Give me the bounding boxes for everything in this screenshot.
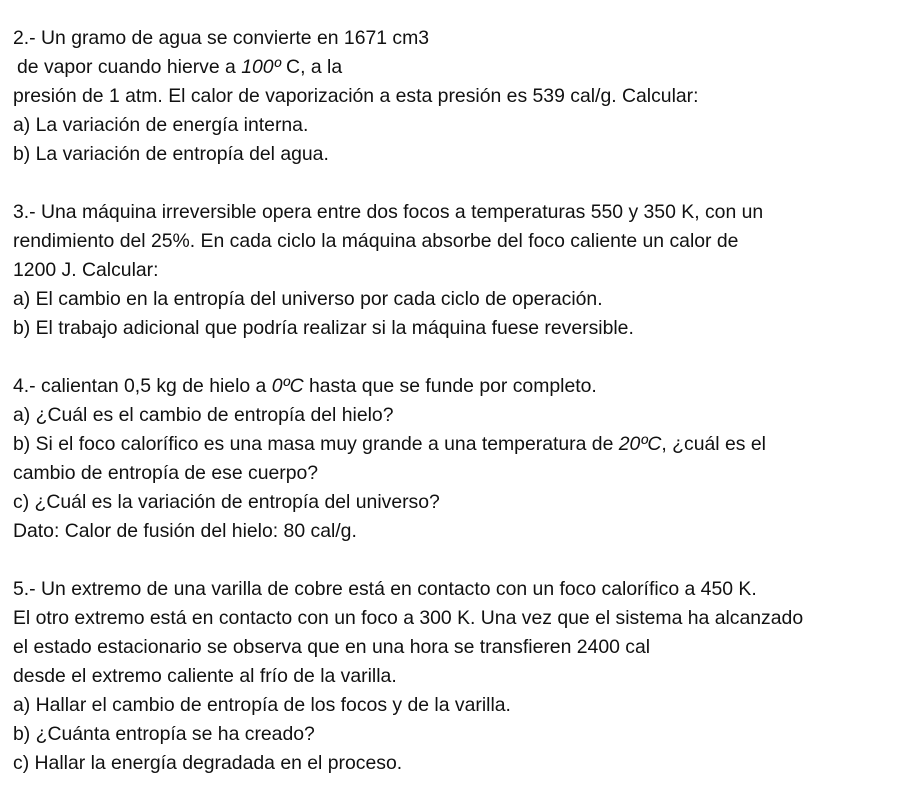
problem-5-statement-line: El otro extremo está en contacto con un foco a 300 K. Una vez que el sistema ha alcanzado: [13, 607, 804, 629]
problem-3-statement-line: rendimiento del 25%. En cada ciclo la máquina absorbe del foco caliente un calor de: [13, 230, 739, 252]
problem-4-question-b-cont: cambio de entropía de ese cuerpo?: [13, 462, 319, 484]
problem-4-question-a: a) ¿Cuál es el cambio de entropía del hielo?: [13, 404, 394, 426]
problem-2-statement-line: 2.- Un gramo de agua se convierte en 1671 cm3: [13, 27, 430, 49]
problem-5-question-b: b) ¿Cuánta entropía se ha creado?: [13, 723, 315, 745]
problem-3-question-b: b) El trabajo adicional que podría realizar si la máquina fuese reversible.: [13, 317, 634, 339]
text-run: b) Si el foco calorífico es una masa muy grande a una temperatura de: [13, 433, 619, 455]
problem-2-question-b: b) La variación de entropía del agua.: [13, 143, 329, 165]
problem-4-question-c: c) ¿Cuál es la variación de entropía del universo?: [13, 491, 440, 513]
problem-2-question-a: a) La variación de energía interna.: [13, 114, 309, 136]
temperature-value: 100º: [241, 56, 281, 78]
problem-3-question-a: a) El cambio en la entropía del universo por cada ciclo de operación.: [13, 288, 603, 310]
spacer: [13, 169, 913, 198]
spacer: [13, 546, 913, 575]
temperature-value: 20ºC: [618, 433, 662, 455]
problem-2-statement-line: [13, 53, 913, 82]
text-run: 4.- calientan 0,5 kg de hielo a: [13, 375, 272, 397]
problem-3-statement-line: 3.- Una máquina irreversible opera entre dos focos a temperaturas 550 y 350 K, con un: [13, 201, 764, 223]
text-run: C, a la: [280, 56, 343, 78]
problem-4-statement-line: [13, 372, 913, 401]
problem-4: [13, 372, 913, 546]
spacer: [13, 343, 913, 372]
problem-5-statement-line: el estado estacionario se observa que en una hora se transfieren 2400 cal: [13, 636, 651, 658]
text-run: de vapor cuando hierve a: [17, 56, 242, 78]
document-page: [13, 24, 913, 778]
text-run: , ¿cuál es el: [661, 433, 766, 455]
text-run: hasta que se funde por completo.: [303, 375, 597, 397]
problem-5-statement-line: 5.- Un extremo de una varilla de cobre está en contacto con un foco calorífico a 450 K.: [13, 578, 757, 600]
problem-5-question-a: a) Hallar el cambio de entropía de los focos y de la varilla.: [13, 694, 511, 716]
problem-5-statement-line: desde el extremo caliente al frío de la varilla.: [13, 665, 397, 687]
problem-4-question-b: [13, 430, 913, 459]
problem-3: [13, 198, 913, 343]
problem-4-data-note: Dato: Calor de fusión del hielo: 80 cal/g.: [13, 520, 357, 542]
problem-5: [13, 575, 913, 778]
problem-3-statement-line: 1200 J. Calcular:: [13, 259, 159, 281]
problem-5-question-c: c) Hallar la energía degradada en el proceso.: [13, 752, 403, 774]
temperature-value: 0ºC: [271, 375, 304, 397]
problem-2: [13, 24, 913, 169]
problem-2-statement-line: presión de 1 atm. El calor de vaporización a esta presión es 539 cal/g. Calcular:: [13, 85, 699, 107]
